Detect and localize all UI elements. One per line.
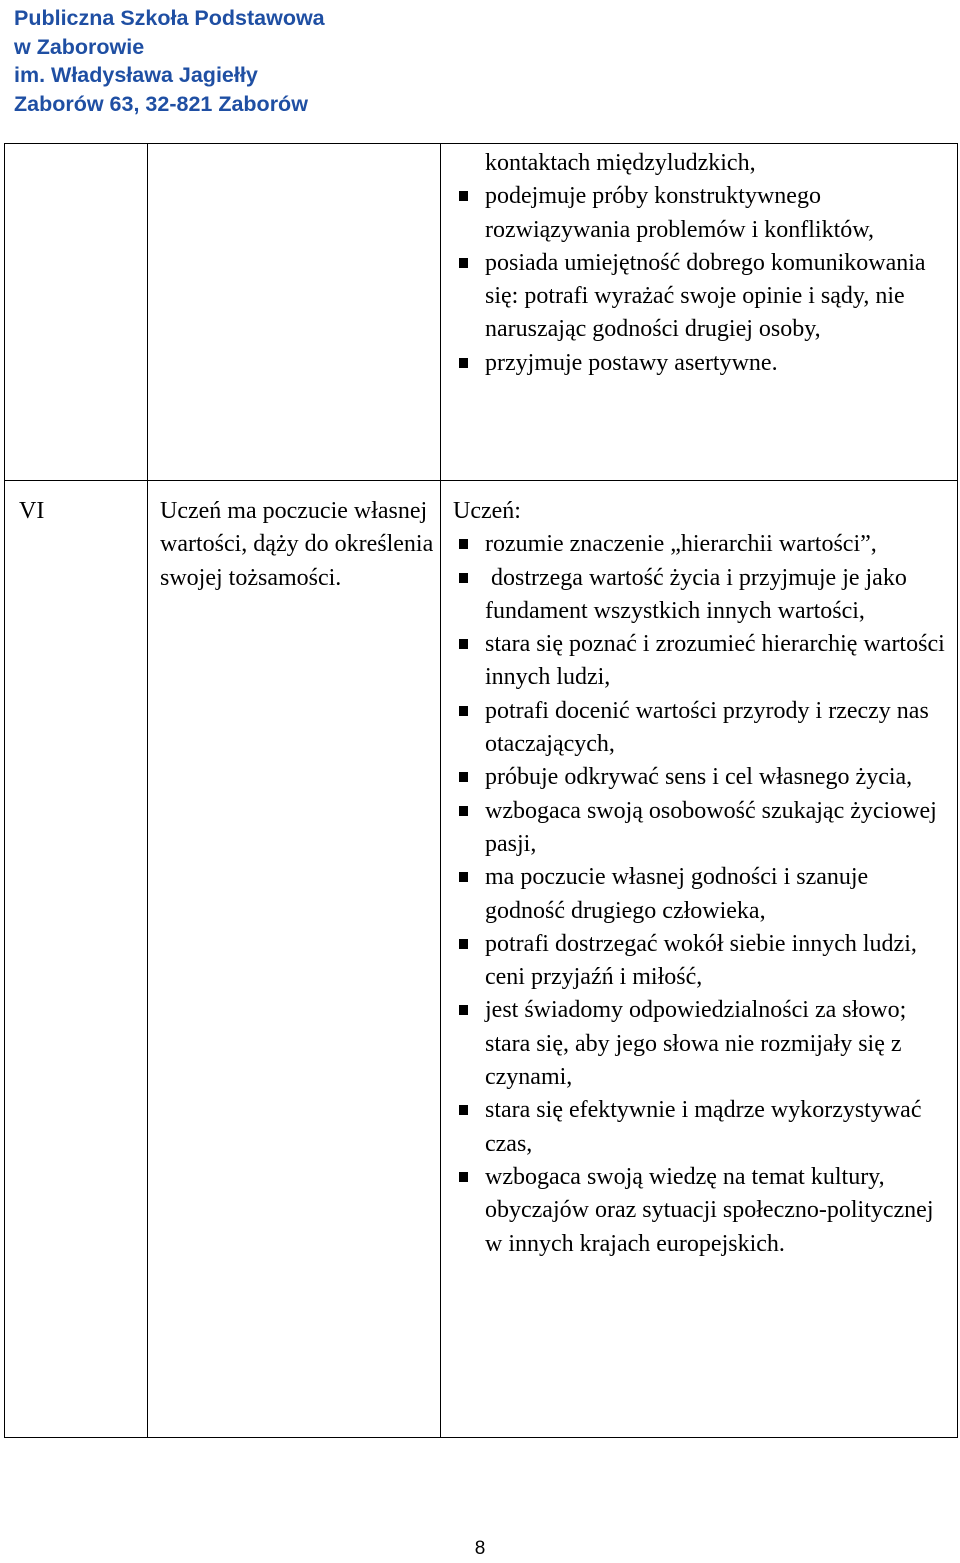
row-number-cell: [5, 144, 148, 481]
square-bullet-icon: [459, 806, 468, 816]
list-item: potrafi dostrzegać wokół siebie innych ludzi, ceni przyjaźń i miłość,: [453, 928, 949, 995]
list-item: wzbogaca swoją osobowość szukając życiowej pasji,: [453, 795, 949, 862]
school-header: [14, 4, 325, 118]
table-row: [5, 481, 958, 1438]
outcomes-cell: [441, 144, 958, 481]
outcomes-list: [453, 147, 949, 380]
square-bullet-icon: [459, 1172, 468, 1182]
outcomes-list: [453, 528, 949, 1261]
content-table: [4, 143, 958, 1438]
square-bullet-icon: [459, 772, 468, 782]
school-patron-line: im. Władysława Jagiełły: [14, 63, 258, 87]
square-bullet-icon: [459, 872, 468, 882]
list-item: jest świadomy odpowiedzialności za słowo; stara się, aby jego słowa nie rozmijały się z czynami,: [453, 994, 949, 1094]
school-name-line-2: w Zaborowie: [14, 34, 145, 59]
list-item: rozumie znaczenie „hierarchii wartości”,: [453, 528, 949, 561]
row-number-cell: VI: [5, 481, 148, 1438]
square-bullet-icon: [459, 573, 468, 583]
square-bullet-icon: [459, 639, 468, 649]
square-bullet-icon: [459, 258, 468, 268]
square-bullet-icon: [459, 358, 468, 368]
school-address-line: Zaborów 63, 32-821 Zaborów: [14, 91, 308, 116]
list-item: podejmuje próby konstruktywnego rozwiązywania problemów i konfliktów,: [453, 180, 949, 247]
square-bullet-icon: [459, 1005, 468, 1015]
square-bullet-icon: [459, 191, 468, 201]
goal-cell: Uczeń ma poczucie własnej wartości, dąży do określenia swojej tożsamości.: [148, 481, 441, 1438]
square-bullet-icon: [459, 1105, 468, 1115]
list-item: potrafi docenić wartości przyrody i rzeczy nas otaczających,: [453, 695, 949, 762]
list-item: próbuje odkrywać sens i cel własnego życia,: [453, 761, 949, 794]
list-item: posiada umiejętność dobrego komunikowania się: potrafi wyrażać swoje opinie i sądy, nie naruszając godności drugiej osoby,: [453, 247, 949, 347]
list-item: stara się poznać i zrozumieć hierarchię wartości innych ludzi,: [453, 628, 949, 695]
square-bullet-icon: [459, 939, 468, 949]
goal-cell: [148, 144, 441, 481]
square-bullet-icon: [459, 706, 468, 716]
table-row: [5, 144, 958, 481]
list-item: ma poczucie własnej godności i szanuje godność drugiego człowieka,: [453, 861, 949, 928]
outcomes-intro: Uczeń:: [453, 498, 521, 524]
list-item: dostrzega wartość życia i przyjmuje je jako fundament wszystkich innych wartości,: [453, 562, 949, 629]
outcomes-cell: [441, 481, 958, 1438]
page-number: 8: [474, 1538, 486, 1559]
list-item: przyjmuje postawy asertywne.: [453, 347, 949, 380]
school-name-line-1: Publiczna Szkoła Podstawowa: [14, 6, 325, 30]
list-item: stara się efektywnie i mądrze wykorzystywać czas,: [453, 1094, 949, 1161]
list-item: kontaktach międzyludzkich,: [485, 150, 756, 176]
list-item: wzbogaca swoją wiedzę na temat kultury, obyczajów oraz sytuacji społeczno-politycznej w innych krajach europejskich.: [453, 1161, 949, 1261]
square-bullet-icon: [459, 539, 468, 549]
